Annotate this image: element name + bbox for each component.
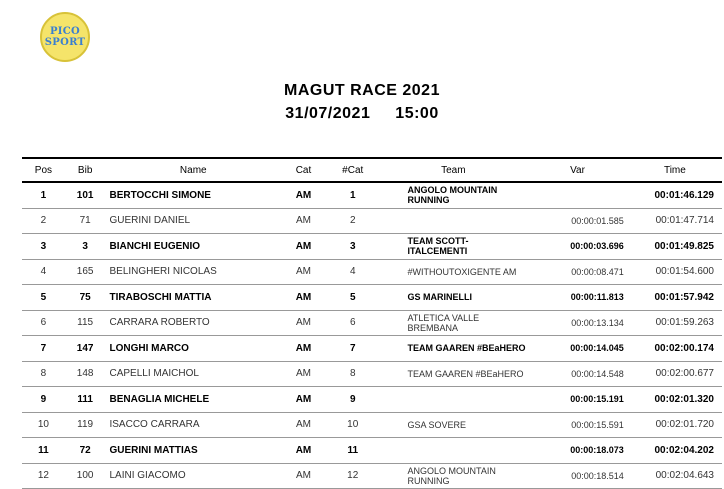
cell-pos: 2 [22,208,65,234]
cell-team: GS MARINELLI [379,285,527,311]
results-body [22,182,722,489]
cell-bib: 3 [65,234,106,260]
cell-ncat: 6 [326,310,380,336]
cell-ncat: 5 [326,285,380,311]
cell-pos: 10 [22,412,65,438]
cell-team: #WITHOUTOXIGENTE AM [379,259,527,285]
col-name: Name [105,158,281,182]
cell-name: BELINGHERI NICOLAS [105,259,281,285]
cell-name: GUERINI DANIEL [105,208,281,234]
logo-line-1: PICO [49,26,81,37]
col-pos: Pos [22,158,65,182]
cell-pos: 6 [22,310,65,336]
cell-bib: 100 [65,463,106,489]
cell-pos: 8 [22,361,65,387]
cell-var: 00:00:15.591 [527,412,628,438]
results-table [22,157,722,489]
cell-team: ATLETICA VALLE BREMBANA [379,310,527,336]
cell-var: 00:00:11.813 [527,285,628,311]
cell-bib: 71 [65,208,106,234]
table-row [22,234,722,260]
cell-name: LAINI GIACOMO [105,463,281,489]
cell-name: BIANCHI EUGENIO [105,234,281,260]
cell-cat: AM [281,208,326,234]
table-row [22,208,722,234]
cell-ncat: 10 [326,412,380,438]
cell-ncat: 4 [326,259,380,285]
table-row [22,387,722,413]
cell-team [379,438,527,464]
cell-cat: AM [281,387,326,413]
table-row [22,412,722,438]
cell-name: CAPELLI MAICHOL [105,361,281,387]
cell-name: ISACCO CARRARA [105,412,281,438]
cell-time: 00:01:57.942 [628,285,722,311]
cell-var: 00:00:18.514 [527,463,628,489]
cell-team: TEAM SCOTT-ITALCEMENTI [379,234,527,260]
cell-var: 00:00:13.134 [527,310,628,336]
col-team: Team [379,158,527,182]
cell-var: 00:00:18.073 [527,438,628,464]
cell-bib: 147 [65,336,106,362]
cell-time: 00:02:04.202 [628,438,722,464]
cell-cat: AM [281,336,326,362]
cell-pos: 1 [22,182,65,208]
cell-ncat: 8 [326,361,380,387]
cell-cat: AM [281,259,326,285]
race-time: 15:00 [395,105,439,122]
cell-ncat: 3 [326,234,380,260]
cell-ncat: 2 [326,208,380,234]
cell-cat: AM [281,438,326,464]
cell-team: GSA SOVERE [379,412,527,438]
cell-var: 00:00:01.585 [527,208,628,234]
table-row [22,310,722,336]
cell-bib: 72 [65,438,106,464]
cell-ncat: 1 [326,182,380,208]
cell-bib: 119 [65,412,106,438]
cell-bib: 165 [65,259,106,285]
cell-time: 00:02:01.720 [628,412,722,438]
cell-bib: 111 [65,387,106,413]
cell-var [527,182,628,208]
table-row [22,336,722,362]
cell-time: 00:01:59.263 [628,310,722,336]
logo [40,12,90,62]
cell-bib: 148 [65,361,106,387]
cell-bib: 115 [65,310,106,336]
cell-pos: 12 [22,463,65,489]
logo-line-2: SPORT [44,37,86,48]
cell-time: 00:01:47.714 [628,208,722,234]
cell-time: 00:02:01.320 [628,387,722,413]
cell-cat: AM [281,361,326,387]
cell-cat: AM [281,412,326,438]
col-var: Var [527,158,628,182]
cell-pos: 5 [22,285,65,311]
table-row [22,361,722,387]
cell-time: 00:01:46.129 [628,182,722,208]
table-row [22,259,722,285]
table-header-row [22,158,722,182]
table-row [22,438,722,464]
race-date: 31/07/2021 [285,105,371,122]
cell-name: BENAGLIA MICHELE [105,387,281,413]
cell-cat: AM [281,285,326,311]
cell-ncat: 7 [326,336,380,362]
cell-bib: 101 [65,182,106,208]
cell-pos: 4 [22,259,65,285]
cell-team [379,387,527,413]
cell-team: ANGOLO MOUNTAIN RUNNING [379,182,527,208]
cell-pos: 9 [22,387,65,413]
page-title: MAGUT RACE 2021 [284,82,440,99]
cell-var: 00:00:08.471 [527,259,628,285]
cell-ncat: 9 [326,387,380,413]
table-row [22,285,722,311]
cell-cat: AM [281,310,326,336]
race-datetime [0,105,724,123]
cell-pos: 3 [22,234,65,260]
cell-name: GUERINI MATTIAS [105,438,281,464]
cell-pos: 7 [22,336,65,362]
col-cat: Cat [281,158,326,182]
cell-time: 00:02:04.643 [628,463,722,489]
col-bib: Bib [65,158,106,182]
cell-team: TEAM GAAREN #BEaHERO [379,361,527,387]
cell-var: 00:00:03.696 [527,234,628,260]
cell-team [379,208,527,234]
cell-team: TEAM GAAREN #BEaHERO [379,336,527,362]
cell-name: TIRABOSCHI MATTIA [105,285,281,311]
cell-name: CARRARA ROBERTO [105,310,281,336]
cell-time: 00:01:54.600 [628,259,722,285]
cell-time: 00:02:00.677 [628,361,722,387]
cell-time: 00:02:00.174 [628,336,722,362]
cell-var: 00:00:14.045 [527,336,628,362]
cell-var: 00:00:15.191 [527,387,628,413]
col-ncat: #Cat [326,158,380,182]
cell-name: LONGHI MARCO [105,336,281,362]
table-row [22,463,722,489]
cell-cat: AM [281,234,326,260]
cell-name: BERTOCCHI SIMONE [105,182,281,208]
cell-var: 00:00:14.548 [527,361,628,387]
cell-team: ANGOLO MOUNTAIN RUNNING [379,463,527,489]
cell-ncat: 12 [326,463,380,489]
cell-ncat: 11 [326,438,380,464]
table-row [22,182,722,208]
cell-bib: 75 [65,285,106,311]
cell-pos: 11 [22,438,65,464]
cell-cat: AM [281,182,326,208]
cell-cat: AM [281,463,326,489]
col-time: Time [628,158,722,182]
cell-time: 00:01:49.825 [628,234,722,260]
